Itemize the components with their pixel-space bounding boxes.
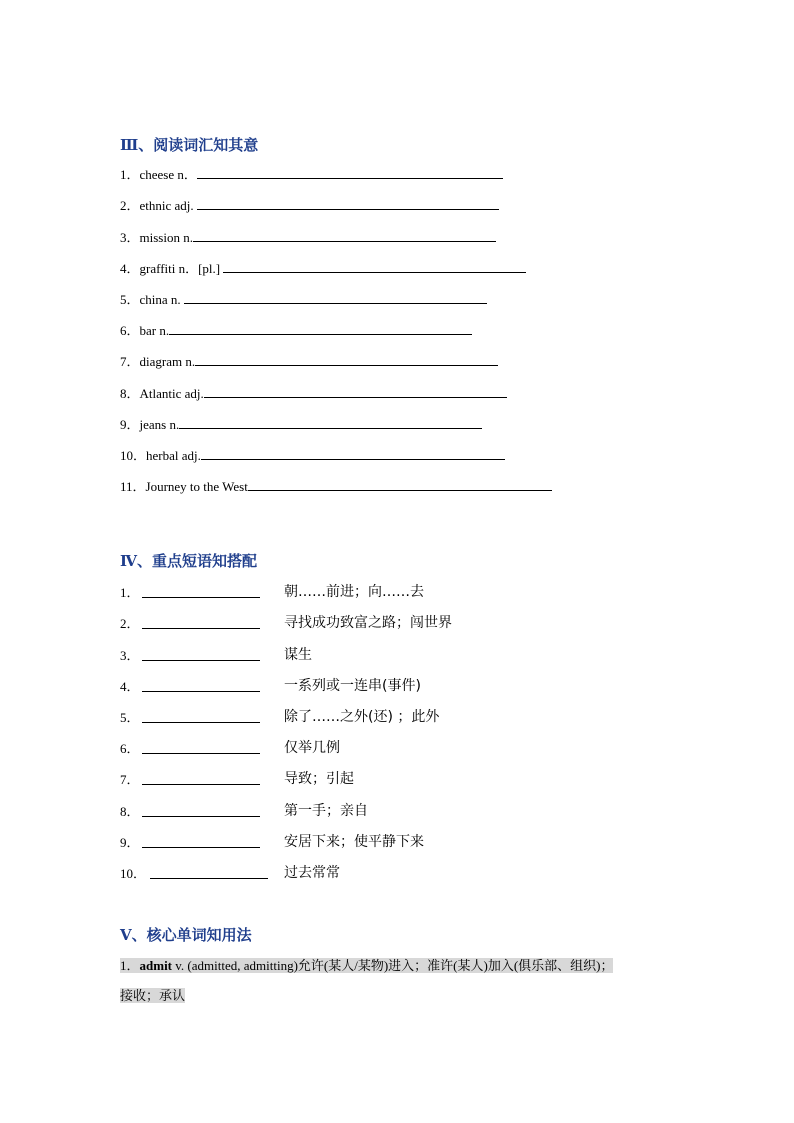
core-word-entry: [120, 951, 700, 1011]
answer-blank[interactable]: [197, 197, 499, 210]
phrase-meaning: 第一手；亲自: [284, 803, 368, 819]
vocab-item: [120, 322, 472, 340]
vocab-label: 11．Journey to the West: [120, 479, 248, 494]
answer-blank[interactable]: [142, 802, 260, 817]
section-5-title: Ⅴ、核心单词知用法: [120, 928, 252, 944]
vocab-item: [120, 229, 496, 247]
entry-line-1: [120, 958, 613, 973]
answer-blank[interactable]: [248, 478, 552, 491]
vocab-item: [120, 166, 503, 184]
answer-blank[interactable]: [169, 322, 472, 335]
phrase-meaning: 仅举几例: [284, 740, 340, 756]
entry-number: 1．: [120, 958, 140, 973]
answer-blank[interactable]: [142, 646, 260, 661]
phrase-number: 10．: [120, 866, 147, 881]
phrase-meaning: 除了……之外(还) ；此外: [284, 709, 440, 725]
vocab-item: [120, 260, 526, 278]
answer-blank[interactable]: [179, 416, 482, 429]
phrase-meaning: 安居下来；使平静下来: [284, 834, 424, 850]
answer-blank[interactable]: [184, 291, 487, 304]
phrase-meaning: 一系列或一连串(事件): [284, 678, 421, 694]
vocab-label: 3．mission n.: [120, 230, 193, 245]
phrase-number: 8．: [120, 804, 140, 819]
phrase-number: 9．: [120, 835, 140, 850]
phrase-number: 4．: [120, 679, 140, 694]
vocab-label: 2．ethnic adj.: [120, 198, 197, 213]
answer-blank[interactable]: [201, 447, 505, 460]
phrase-meaning: 过去常常: [284, 865, 340, 881]
phrase-meaning: 寻找成功致富之路；闯世界: [284, 615, 452, 631]
vocab-label: 4．graffiti n．[pl.]: [120, 261, 224, 276]
answer-blank[interactable]: [195, 353, 498, 366]
phrase-number: 3．: [120, 648, 140, 663]
answer-blank[interactable]: [142, 614, 260, 629]
vocab-item: [120, 197, 499, 215]
vocab-label: 9．jeans n.: [120, 417, 180, 432]
phrase-number: 2．: [120, 616, 140, 631]
vocab-item: [120, 416, 482, 434]
answer-blank[interactable]: [142, 677, 260, 692]
vocab-item: [120, 385, 507, 403]
phrase-meaning: 朝……前进；向……去: [284, 584, 424, 600]
answer-blank[interactable]: [193, 229, 496, 242]
vocab-label: 6．bar n.: [120, 323, 170, 338]
answer-blank[interactable]: [142, 833, 260, 848]
vocab-label: 7．diagram n.: [120, 354, 196, 369]
section-3-title: Ⅲ、阅读词汇知其意: [120, 138, 259, 154]
phrase-number: 6．: [120, 741, 140, 756]
vocab-label: 8．Atlantic adj.: [120, 386, 204, 401]
phrase-meaning: 导致；引起: [284, 771, 354, 787]
phrase-meaning: 谋生: [284, 647, 312, 663]
entry-definition: v. (admitted, admitting)允许(某人/某物)进入；准许(某人)加入(俱乐部、组织)；: [172, 958, 614, 973]
vocab-item: [120, 478, 552, 496]
vocab-item: [120, 291, 487, 309]
entry-line-2: 接收；承认: [120, 988, 186, 1003]
answer-blank[interactable]: [204, 385, 507, 398]
headword: admit: [139, 958, 173, 973]
phrase-number: 5．: [120, 710, 140, 725]
section-4-title: Ⅳ、重点短语知搭配: [120, 554, 258, 570]
answer-blank[interactable]: [223, 260, 526, 273]
answer-blank[interactable]: [142, 770, 260, 785]
answer-blank[interactable]: [142, 583, 260, 598]
vocab-label: 5．china n.: [120, 292, 184, 307]
answer-blank[interactable]: [142, 739, 260, 754]
phrase-number: 7．: [120, 772, 140, 787]
vocab-item: [120, 447, 505, 465]
answer-blank[interactable]: [197, 166, 503, 179]
answer-blank[interactable]: [142, 708, 260, 723]
vocab-label: 10．herbal adj.: [120, 448, 201, 463]
vocab-label: 1．cheese n．: [120, 167, 197, 182]
vocab-item: [120, 353, 498, 371]
phrase-number: 1．: [120, 585, 140, 600]
answer-blank[interactable]: [150, 864, 268, 879]
